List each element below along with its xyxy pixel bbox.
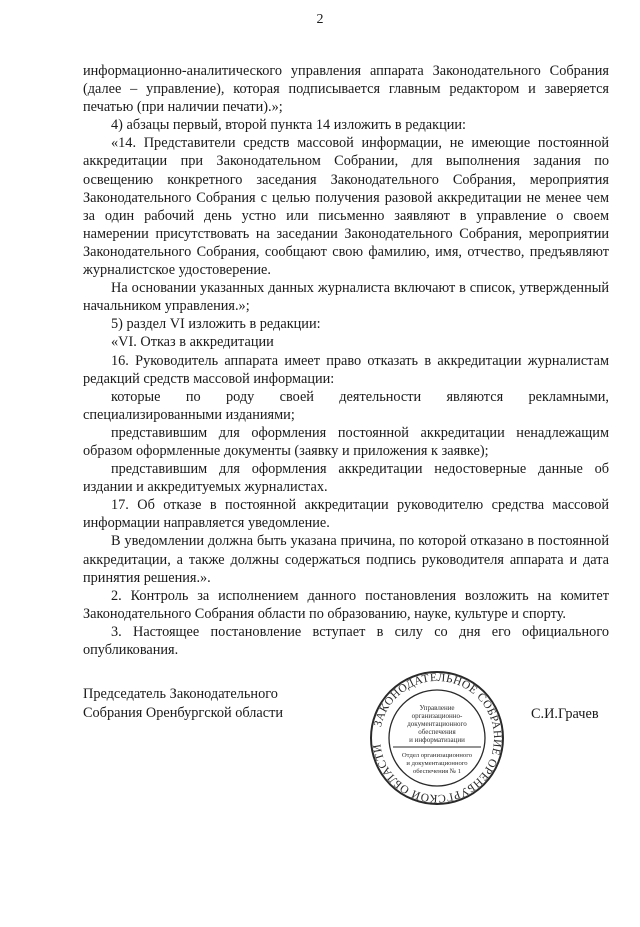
stamp-line: Отдел организационного bbox=[401, 752, 473, 759]
signatory-position bbox=[83, 685, 283, 723]
signatory-name: С.И.Грачев bbox=[531, 706, 599, 722]
stamp-line: обеспечения bbox=[418, 728, 456, 736]
paragraph: В уведомлении должна быть указана причина, по которой отказано в постоянной аккредитации, а также должны содержаться подпись руководителя аппарата и дата принятия решения.». bbox=[83, 533, 609, 586]
stamp-ring-text: ЗАКОНОДАТЕЛЬНОЕ СОБРАНИЕ ОРЕНБУРГСКОЙ ОБЛАСТИ bbox=[371, 671, 504, 805]
document-body bbox=[83, 62, 609, 659]
signatory-position-line: Председатель Законодательного bbox=[83, 686, 278, 702]
paragraph: 16. Руководитель аппарата имеет право отказать в аккредитации журналистам редакций средств массовой информации: bbox=[83, 352, 609, 387]
stamp-line: Управление bbox=[419, 704, 455, 712]
stamp-line: и информатизации bbox=[409, 736, 465, 744]
paragraph: представившим для оформления аккредитации недостоверные данные об издании и аккредитуемых журналистах. bbox=[83, 461, 609, 496]
paragraph: 2. Контроль за исполнением данного постановления возложить на комитет Законодательного Собрания области по образованию, науке, культуре и спорту. bbox=[83, 587, 609, 622]
stamp-line: документационного bbox=[407, 720, 467, 728]
paragraph: 3. Настоящее постановление вступает в силу со дня его официального опубликования. bbox=[83, 623, 609, 658]
paragraph: На основании указанных данных журналиста включают в список, утвержденный начальником управления.»; bbox=[83, 280, 609, 315]
page-number: 2 bbox=[316, 12, 324, 27]
stamp-graphic bbox=[369, 670, 505, 806]
paragraph: 17. Об отказе в постоянной аккредитации руководителю средства массовой информации направляется уведомление. bbox=[83, 497, 609, 532]
official-stamp bbox=[369, 670, 505, 806]
section-heading: «VI. Отказ в аккредитации bbox=[111, 334, 274, 351]
stamp-line: организационно- bbox=[411, 712, 463, 720]
stamp-line: и документационного bbox=[406, 760, 468, 767]
paragraph: информационно-аналитического управления аппарата Законодательного Собрания (далее – управление), которая подписывается главным редактором и заверяется печатью (при наличии печати).»; bbox=[83, 63, 609, 116]
paragraph: 4) абзацы первый, второй пункта 14 изложить в редакции: bbox=[111, 117, 466, 134]
paragraph: представившим для оформления постоянной аккредитации ненадлежащим образом оформленные документы (заявку и приложения к заявке); bbox=[83, 424, 609, 459]
paragraph: «14. Представители средств массовой информации, не имеющие постоянной аккредитации при Законодательном Собрании, для выполнения задания по освещению конкретного заседания Законодательного Собрания, мероприятия Законодательного Собрания с целью получения разовой аккредитации не менее чем за один рабочий день устно или письменно заявляют в управление о своем намерении присутствовать на заседании Законодательного Собрания, мероприятии Законодательного Собрания, сообщают свою фамилию, имя, отчество, предъявляют журналистское удостоверение. bbox=[83, 135, 609, 279]
paragraph: 5) раздел VI изложить в редакции: bbox=[111, 316, 321, 333]
stamp-line: обеспечения № 1 bbox=[412, 768, 462, 775]
signatory-position-line: Собрания Оренбургской области bbox=[83, 705, 283, 721]
paragraph: которые по роду своей деятельности являются рекламными, специализированными изданиями; bbox=[83, 388, 609, 423]
